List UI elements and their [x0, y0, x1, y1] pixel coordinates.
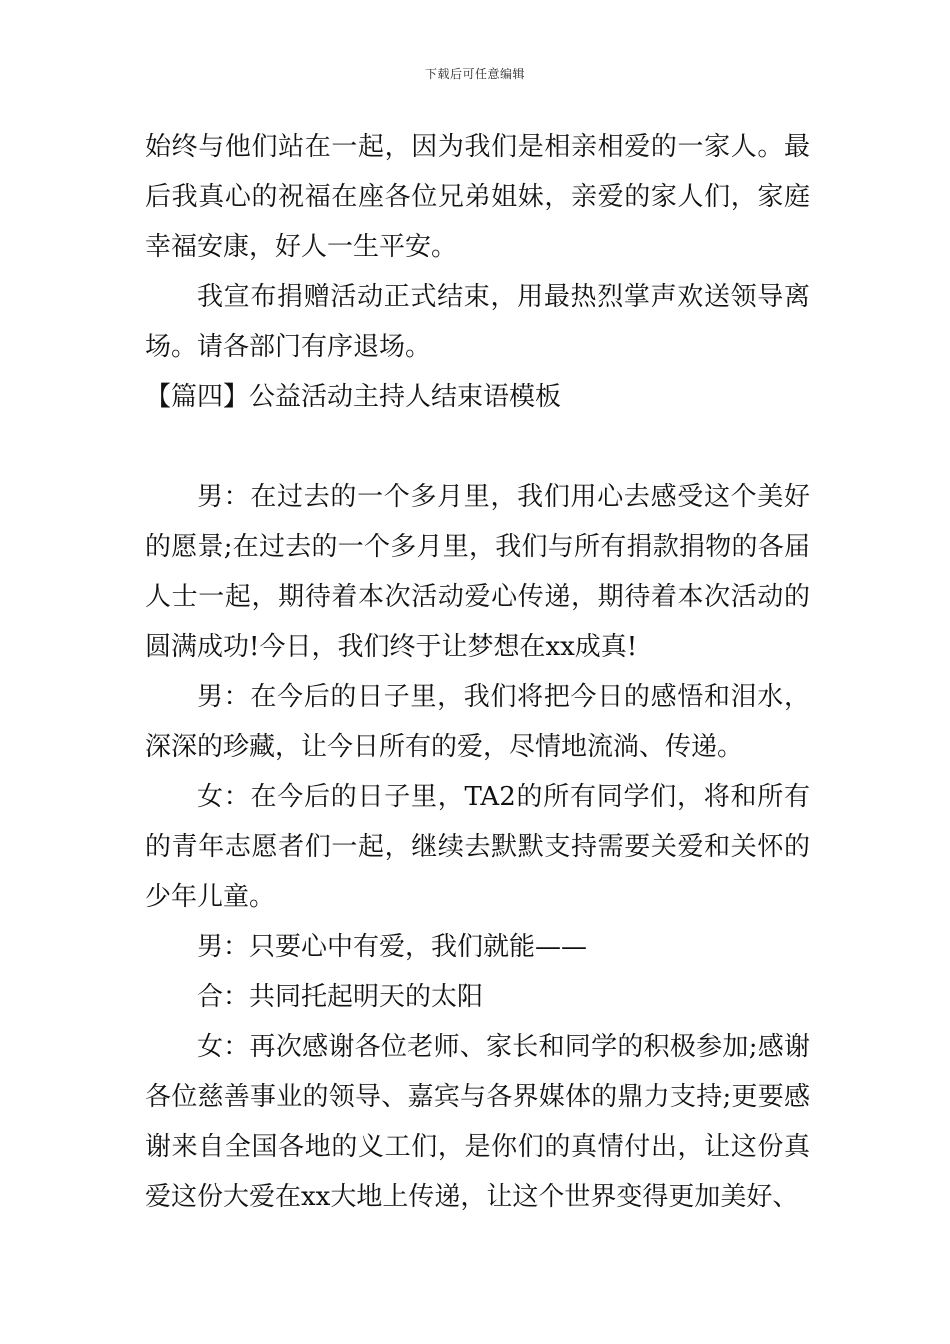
blank-line [145, 422, 810, 472]
header-note: 下载后可任意编辑 [424, 67, 525, 81]
section-heading: 【篇四】公益活动主持人结束语模板 [145, 382, 562, 412]
paragraph-together: 合：共同托起明天的太阳 [197, 982, 484, 1012]
paragraph-continuation: 始终与他们站在一起，因为我们是相亲相爱的一家人。最后我真心的祝福在座各位兄弟姐妹，亲爱的家人们，家庭幸福安康，好人一生平安。 [145, 132, 810, 262]
paragraph-male-2: 男：在今后的日子里，我们将把今日的感悟和泪水，深深的珍藏，让今日所有的爱，尽情地流淌、传递。 [145, 682, 810, 762]
paragraph-closing-announcement: 我宣布捐赠活动正式结束，用最热烈掌声欢送领导离场。请各部门有序退场。 [145, 282, 810, 362]
paragraph-male-3: 男：只要心中有爱，我们就能—— [197, 932, 588, 962]
document-body [145, 122, 810, 1222]
paragraph-female-2: 女：再次感谢各位老师、家长和同学的积极参加;感谢各位慈善事业的领导、嘉宾与各界媒体的鼎力支持;更要感谢来自全国各地的义工们，是你们的真情付出，让这份真爱这份大爱在xx大地上传递，让这个世界变得更加美好、 [145, 1032, 810, 1212]
paragraph-female-1: 女：在今后的日子里，TA2的所有同学们，将和所有的青年志愿者们一起，继续去默默支持需要关爱和关怀的少年儿童。 [145, 782, 810, 912]
paragraph-male-1: 男：在过去的一个多月里，我们用心去感受这个美好的愿景;在过去的一个多月里，我们与所有捐款捐物的各届人士一起，期待着本次活动爱心传递，期待着本次活动的圆满成功!今日，我们终于让梦想在xx成真! [145, 482, 810, 662]
